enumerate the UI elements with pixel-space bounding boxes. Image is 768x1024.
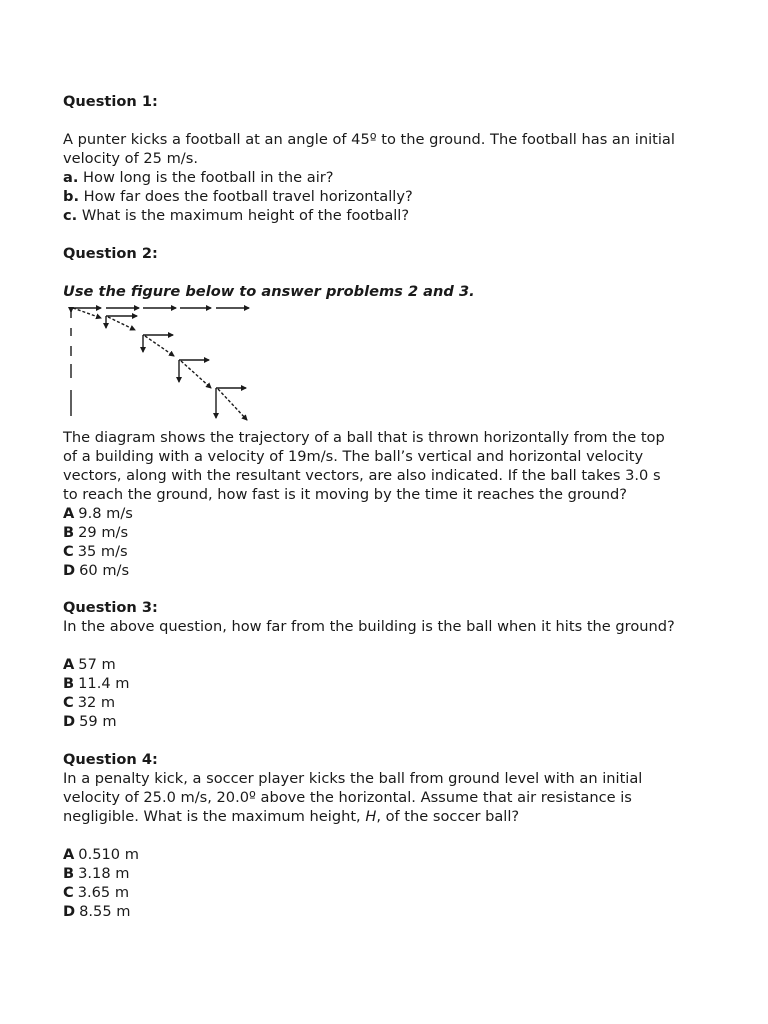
resultant-vector bbox=[73, 308, 101, 318]
question-4-stem-line bbox=[63, 807, 713, 826]
question-4-stem-line: velocity of 25.0 m/s, 20.0º above the horizontal. Assume that air resistance is bbox=[63, 789, 632, 806]
question-1-heading: Question 1: bbox=[63, 93, 158, 110]
resultant-vector bbox=[145, 336, 174, 356]
option-letter: B bbox=[63, 865, 75, 882]
option-letter: D bbox=[63, 903, 76, 920]
question-1-part-b bbox=[63, 187, 713, 206]
option-letter: B bbox=[63, 524, 75, 541]
question-1-stem-line: A punter kicks a football at an angle of 45º to the ground. The football has an initial bbox=[63, 131, 675, 148]
answer-option bbox=[63, 845, 713, 864]
question-3-heading: Question 3: bbox=[63, 599, 158, 616]
question-2-stem-line: of a building with a velocity of 19m/s. The ball’s vertical and horizontal velocity bbox=[63, 448, 644, 465]
stem-text: negligible. What is the maximum height, bbox=[63, 808, 366, 825]
option-text: 59 m bbox=[79, 713, 117, 730]
answer-option bbox=[63, 712, 713, 731]
question-4-options bbox=[63, 845, 713, 921]
variable-h: H bbox=[365, 808, 377, 825]
trajectory-diagram bbox=[61, 302, 261, 428]
resultant-vector bbox=[181, 361, 211, 388]
option-text: 8.55 m bbox=[79, 903, 131, 920]
option-text: 3.65 m bbox=[77, 884, 130, 901]
option-text: 0.510 m bbox=[78, 846, 139, 863]
stem-text: , of the soccer ball? bbox=[376, 808, 520, 825]
option-text: 3.18 m bbox=[78, 865, 130, 882]
question-2-stem bbox=[63, 428, 713, 504]
question-3-options bbox=[63, 655, 713, 731]
question-2-stem-line: to reach the ground, how fast is it moving by the time it reaches the ground? bbox=[63, 486, 628, 503]
part-label: a. bbox=[63, 169, 79, 186]
option-letter: B bbox=[63, 675, 75, 692]
question-3-stem: In the above question, how far from the building is the ball when it hits the ground? bbox=[63, 618, 675, 635]
part-text: What is the maximum height of the football? bbox=[77, 207, 410, 224]
answer-option bbox=[63, 523, 713, 542]
question-2-stem-line: The diagram shows the trajectory of a ball that is thrown horizontally from the top bbox=[63, 429, 665, 446]
option-letter: C bbox=[63, 884, 74, 901]
option-text: 60 m/s bbox=[79, 562, 130, 579]
question-2-options bbox=[63, 504, 713, 580]
part-text: How long is the football in the air? bbox=[78, 169, 334, 186]
option-text: 11.4 m bbox=[78, 675, 130, 692]
worksheet-page bbox=[63, 92, 713, 921]
question-1-stem-line: velocity of 25 m/s. bbox=[63, 150, 198, 167]
option-letter: D bbox=[63, 713, 76, 730]
option-text: 32 m bbox=[77, 694, 116, 711]
answer-option bbox=[63, 561, 713, 580]
answer-option bbox=[63, 883, 713, 902]
answer-option bbox=[63, 655, 713, 674]
question-1-part-a bbox=[63, 168, 713, 187]
answer-option bbox=[63, 674, 713, 693]
answer-option bbox=[63, 542, 713, 561]
option-letter: D bbox=[63, 562, 76, 579]
part-text: How far does the football travel horizontally? bbox=[79, 188, 413, 205]
option-letter: A bbox=[63, 846, 75, 863]
part-label: b. bbox=[63, 188, 79, 205]
option-text: 9.8 m/s bbox=[78, 505, 133, 522]
figure-instruction: Use the figure below to answer problems 2 and 3. bbox=[63, 283, 475, 300]
option-letter: A bbox=[63, 505, 75, 522]
option-letter: C bbox=[63, 694, 74, 711]
question-2-stem-line: vectors, along with the resultant vectors, are also indicated. If the ball takes 3.0 s bbox=[63, 467, 661, 484]
question-4-stem-line: In a penalty kick, a soccer player kicks the ball from ground level with an initial bbox=[63, 770, 643, 787]
answer-option bbox=[63, 504, 713, 523]
question-1-part-c bbox=[63, 206, 713, 225]
question-4-stem bbox=[63, 769, 713, 826]
answer-option bbox=[63, 902, 713, 921]
resultant-vector bbox=[218, 389, 247, 420]
option-letter: C bbox=[63, 543, 74, 560]
question-1-stem bbox=[63, 130, 713, 168]
option-text: 29 m/s bbox=[78, 524, 129, 541]
question-2-heading: Question 2: bbox=[63, 245, 158, 262]
option-text: 35 m/s bbox=[77, 543, 128, 560]
resultant-vector bbox=[108, 317, 135, 330]
option-text: 57 m bbox=[78, 656, 116, 673]
option-letter: A bbox=[63, 656, 75, 673]
part-label: c. bbox=[63, 207, 78, 224]
question-4-heading: Question 4: bbox=[63, 751, 158, 768]
answer-option bbox=[63, 693, 713, 712]
answer-option bbox=[63, 864, 713, 883]
